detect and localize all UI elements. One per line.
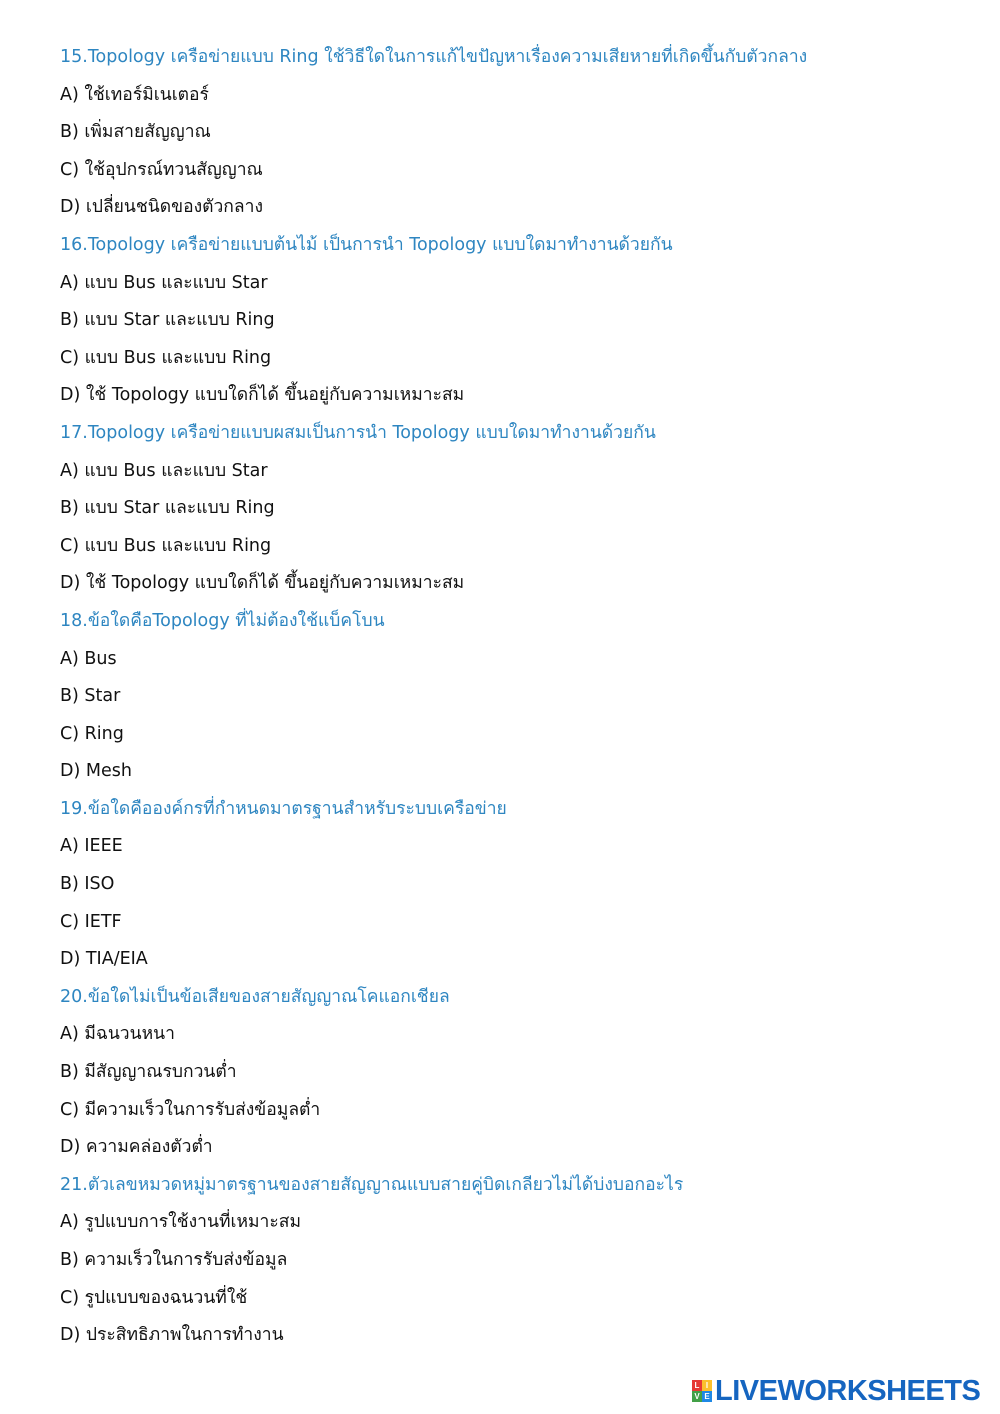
question-title: 16.Topology เครือข่ายแบบต้นไม้ เป็นการนำ Topology แบบใดมาทำงานด้วยกัน: [60, 234, 673, 255]
answer-option[interactable]: A) ใช้เทอร์มิเนเตอร์: [60, 84, 209, 105]
answer-option[interactable]: D) Mesh: [60, 761, 132, 782]
question-title: 20.ข้อใดไม่เป็นข้อเสียของสายสัญญาณโคแอกเชียล: [60, 986, 450, 1007]
answer-option[interactable]: D) ความคล่องตัวต่ำ: [60, 1137, 213, 1158]
answer-option[interactable]: A) มีฉนวนหนา: [60, 1024, 175, 1045]
answer-option[interactable]: B) ความเร็วในการรับส่งข้อมูล: [60, 1250, 288, 1270]
answer-option[interactable]: A) แบบ Bus และแบบ Star: [60, 272, 268, 293]
answer-option[interactable]: C) IETF: [60, 911, 122, 932]
answer-option[interactable]: B) แบบ Star และแบบ Ring: [60, 498, 275, 519]
question-title: 19.ข้อใดคือองค์กรที่กำหนดมาตรฐานสำหรับระบบเครือข่าย: [60, 798, 507, 819]
answer-option[interactable]: D) TIA/EIA: [60, 949, 148, 970]
answer-option[interactable]: C) รูปแบบของฉนวนที่ใช้: [60, 1287, 248, 1308]
answer-option[interactable]: A) แบบ Bus และแบบ Star: [60, 460, 268, 481]
answer-option[interactable]: B) เพิ่มสายสัญญาณ: [60, 122, 211, 143]
question-title: 17.Topology เครือข่ายแบบผสมเป็นการนำ Topology แบบใดมาทำงานด้วยกัน: [60, 422, 656, 443]
answer-option[interactable]: B) มีสัญญาณรบกวนต่ำ: [60, 1062, 237, 1083]
question-title: 21.ตัวเลขหมวดหมู่มาตรฐานของสายสัญญาณแบบสายคู่บิดเกลียวไม่ได้บ่งบอกอะไร: [60, 1174, 684, 1195]
answer-option[interactable]: D) ใช้ Topology แบบใดก็ได้ ขึ้นอยู่กับความเหมาะสม: [60, 573, 465, 594]
answer-option[interactable]: C) แบบ Bus และแบบ Ring: [60, 535, 272, 556]
answer-option[interactable]: B) Star: [60, 686, 121, 707]
answer-option[interactable]: D) ใช้ Topology แบบใดก็ได้ ขึ้นอยู่กับความเหมาะสม: [60, 385, 465, 406]
liveworksheets-icon: [692, 1380, 712, 1402]
answer-option[interactable]: D) เปลี่ยนชนิดของตัวกลาง: [60, 197, 264, 218]
logo-letter-e: E: [702, 1391, 712, 1402]
answer-option[interactable]: C) ใช้อุปกรณ์ทวนสัญญาณ: [60, 159, 263, 180]
question-title: 18.ข้อใดคือTopology ที่ไม่ต้องใช้แบ็คโบน: [60, 610, 385, 631]
question-title: 15.Topology เครือข่ายแบบ Ring ใช้วิธีใดในการแก้ไขปัญหาเรื่องความเสียหายที่เกิดขึ้นกับตัวกลาง: [60, 47, 808, 67]
answer-option[interactable]: A) IEEE: [60, 836, 123, 857]
answer-option[interactable]: B) ISO: [60, 874, 115, 895]
logo-letter-v: V: [692, 1391, 702, 1402]
logo-letter-l: L: [692, 1380, 702, 1391]
answer-option[interactable]: A) Bus: [60, 648, 117, 669]
brand-name: LIVEWORKSHEETS: [715, 1374, 981, 1407]
answer-option[interactable]: A) รูปแบบการใช้งานที่เหมาะสม: [60, 1212, 301, 1233]
worksheet: [0, 39, 1000, 1355]
answer-option[interactable]: C) แบบ Bus และแบบ Ring: [60, 347, 272, 368]
answer-option[interactable]: B) แบบ Star และแบบ Ring: [60, 310, 275, 331]
answer-option[interactable]: D) ประสิทธิภาพในการทำงาน: [60, 1325, 284, 1346]
logo-letter-i: I: [702, 1380, 712, 1391]
answer-option[interactable]: C) มีความเร็วในการรับส่งข้อมูลต่ำ: [60, 1099, 321, 1120]
answer-option[interactable]: C) Ring: [60, 723, 124, 744]
liveworksheets-logo: [692, 1374, 980, 1408]
